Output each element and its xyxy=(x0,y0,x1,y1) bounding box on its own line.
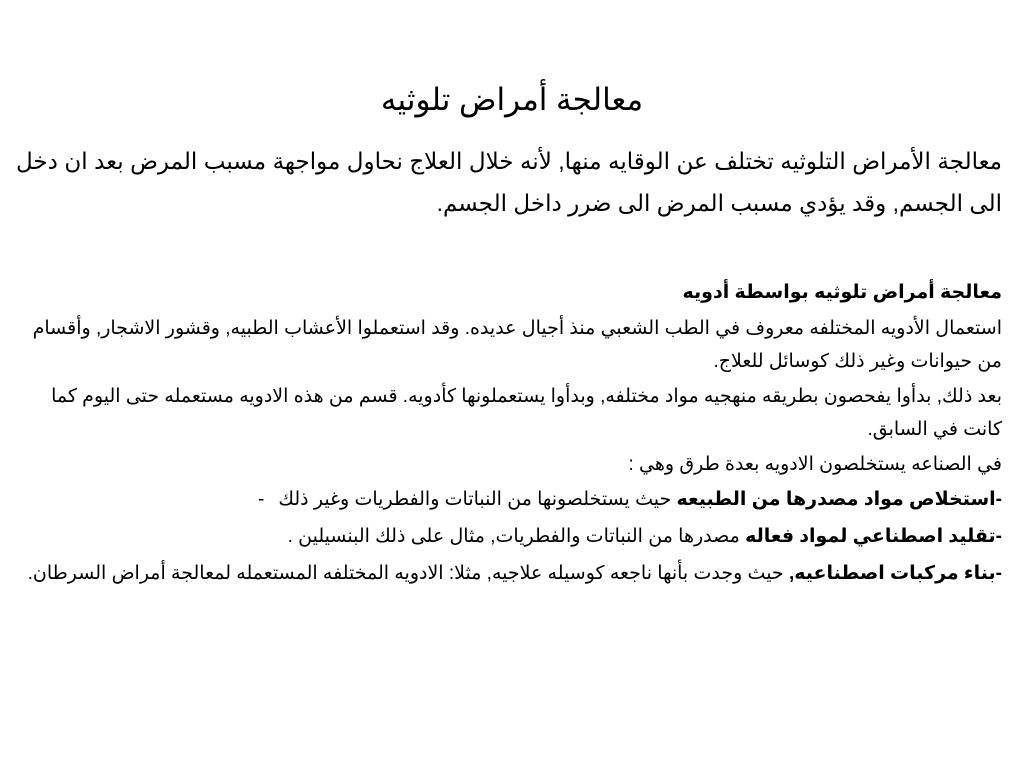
paragraph-folk-medicine: استعمال الأدويه المختلفه معروف في الطب الشعبي منذ أجيال عديده. وقد استعملوا الأعشاب الطبيه, وقشور الاشجار, وأقسام من حيوانات وغير ذلك كوسائل للعلاج. xyxy=(32,318,1002,372)
method-imitation xyxy=(16,520,1002,553)
method-extraction xyxy=(16,483,1002,516)
method-extraction-title: -استخلاص مواد مصدرها من الطبيعه xyxy=(676,489,1002,510)
intro-paragraph: معالجة الأمراض التلوثيه تختلف عن الوقايه منها, لأنه خلال العلاج نحاول مواجهة مسبب المرض بعد ان دخل الى الجسم, وقد يؤدي مسبب المرض الى ضرر داخل الجسم. xyxy=(16,148,1002,216)
content-body xyxy=(16,276,1002,594)
method-extraction-text: حيث يستخلصونها من النباتات والفطريات وغير ذلك xyxy=(278,489,677,510)
method-imitation-text: مصدرها من النباتات والفطريات, مثال على ذلك البنسيلين . xyxy=(287,526,746,547)
method-synthesis-title: -بناء مركبات اصطناعيه, xyxy=(788,563,1002,584)
slide-title: معالجة أمراض تلوثيه xyxy=(380,82,644,117)
method-extraction-dash: - xyxy=(258,489,265,510)
paragraph-industry-methods: في الصناعه يستخلصون الادويه بعدة طرق وهي : xyxy=(628,454,1002,475)
method-synthesis xyxy=(16,557,1002,590)
section-heading: معالجة أمراض تلوثيه بواسطة أدويه xyxy=(682,282,1002,303)
method-imitation-title: -تقليد اصطناعي لمواد فعاله xyxy=(745,526,1002,547)
paragraph-systematic-research: بعد ذلك, بدأوا يفحصون بطريقه منهجيه مواد مختلفه, وبدأوا يستعملونها كأدويه. قسم من هذه الادويه مستعمله حتى اليوم كما كانت في السابق. xyxy=(51,386,1002,440)
method-synthesis-text: حيث وجدت بأنها ناجعه كوسيله علاجيه, مثلا: الادويه المختلفه المستعمله لمعالجة أمراض السرطان. xyxy=(27,563,789,584)
